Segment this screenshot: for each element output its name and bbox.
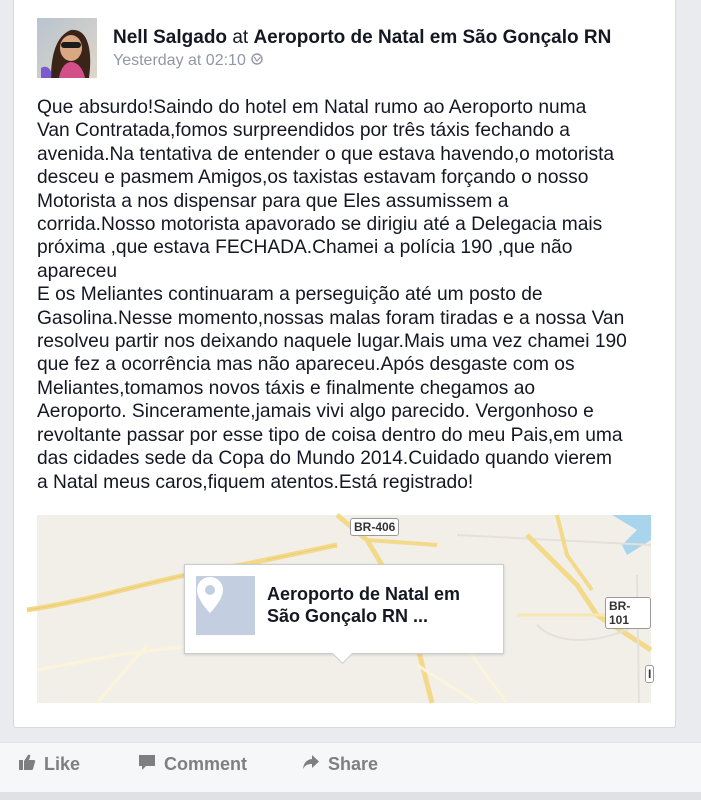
share-arrow-icon: [302, 753, 320, 776]
author-name-link[interactable]: Nell Salgado: [113, 27, 228, 48]
place-popup[interactable]: [184, 564, 504, 654]
comment-icon: [138, 753, 156, 776]
thumbs-up-icon: [18, 753, 36, 776]
comment-label: Comment: [164, 754, 248, 774]
place-thumbnail: [196, 576, 255, 635]
road-label-br406: BR-406: [350, 518, 399, 536]
like-label: Like: [44, 754, 81, 774]
feed-bottom-strip: [0, 792, 701, 800]
location-link[interactable]: Aeroporto de Natal em São Gonçalo RN: [253, 27, 612, 48]
like-button[interactable]: [18, 753, 80, 776]
share-label: Share: [328, 754, 379, 774]
road-label-br101: BR-101: [605, 597, 651, 629]
post-timestamp: [113, 52, 263, 70]
road-label-edge: I: [645, 665, 654, 683]
place-name-link[interactable]: Aeroporto de Natal em São Gonçalo RN ...: [267, 584, 461, 626]
post-header: [113, 27, 611, 49]
share-button[interactable]: [302, 753, 378, 776]
comment-button[interactable]: [138, 753, 247, 776]
author-avatar[interactable]: [37, 18, 97, 78]
location-map[interactable]: [37, 515, 651, 703]
timestamp-link[interactable]: Yesterday at 02:10: [113, 52, 246, 69]
globe-icon: [251, 52, 263, 70]
at-word: at: [232, 27, 249, 48]
post-body-text: Que absurdo!Saindo do hotel em Natal rumo ao Aeroporto numa Van Contratada,fomos surpreendidos por três táxis fechando a avenida.Na tentativa de entender o que estava havendo,o motorista desceu e pasmem Amigos,os taxistas estavam forçando o nosso Motorista a nos dispensar para que Eles assumissem a corrida.Nosso motorista apavorado se dirigiu até a Delegacia mais próxima ,que estava FECHADA.Chamei a polícia 190 ,que não apareceu E os Meliantes continuaram a perseguição até um posto de Gasolina.Nesse momento,nossas malas foram tiradas e a nossa Van resolveu partir nos deixando naquele lugar.Mais uma vez chamei 190 que fez a ocorrência mas não apareceu.Após desgaste com os Meliantes,tomamos novos táxis e finalmente chegamos ao Aeroporto. Sinceramente,jamais vivi algo parecido. Vergonhoso e revoltante passar por esse tipo de coisa dentro do meu Pais,em uma das cidades sede da Copa do Mundo 2014.Cuidado quando vierem a Natal meus caros,fiquem atentos.Está registrado!: [37, 97, 627, 493]
post-action-bar: [0, 742, 701, 793]
